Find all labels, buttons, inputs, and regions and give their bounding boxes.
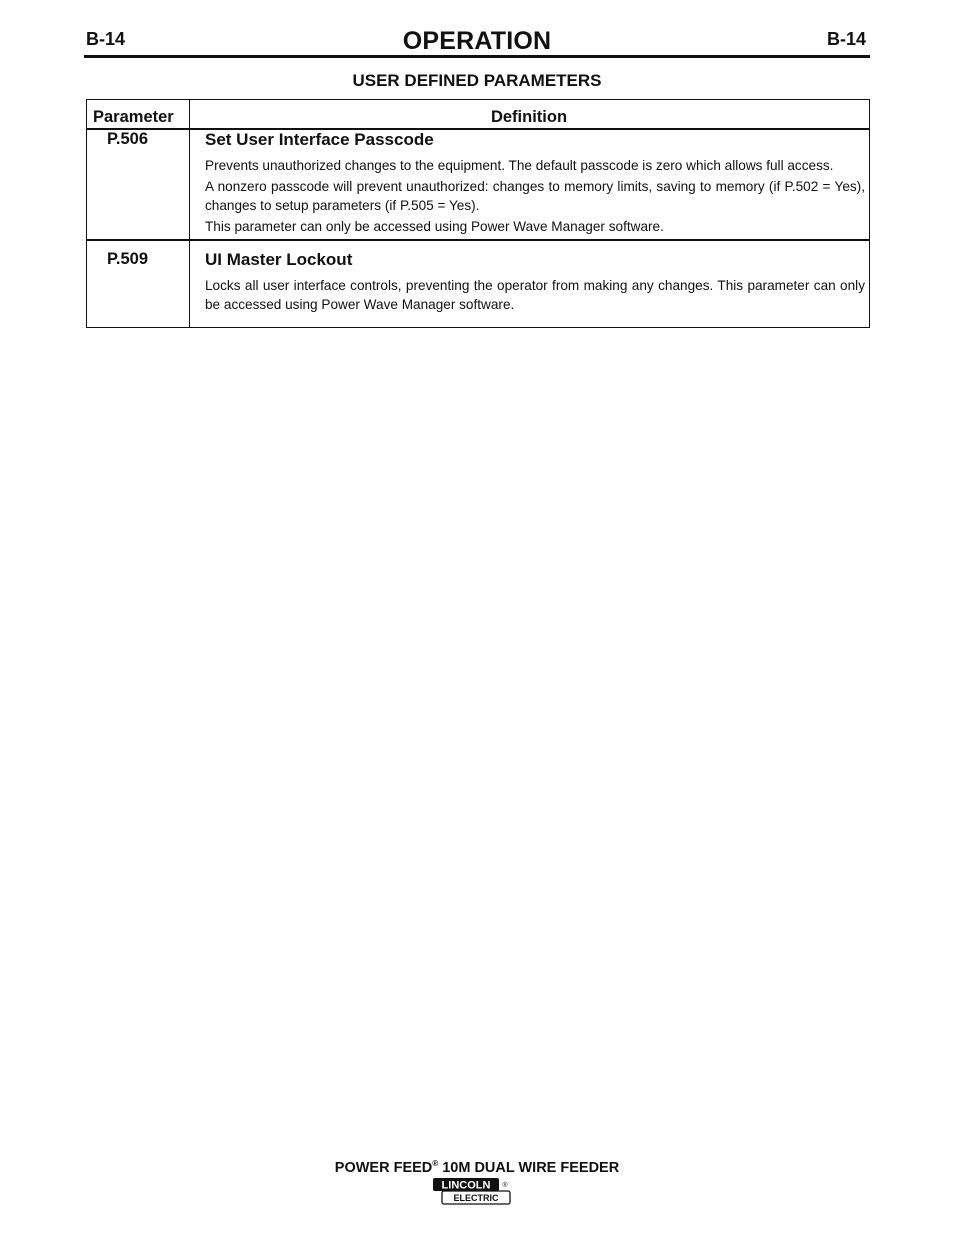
- definition-text: Locks all user interface controls, preventing the operator from making any changes. This parameter can only be accessed using Power Wave Manager software.: [205, 278, 865, 312]
- column-header-parameter: Parameter: [93, 108, 174, 126]
- section-title: OPERATION: [402, 27, 552, 55]
- definition-title: UI Master Lockout: [205, 250, 353, 269]
- column-divider: [189, 100, 190, 327]
- definition-title: Set User Interface Passcode: [205, 130, 434, 149]
- definition-text: This parameter can only be accessed using Power Wave Manager software.: [205, 219, 664, 234]
- header-rule: [84, 55, 870, 58]
- definition-text: A nonzero passcode will prevent unauthorized: changes to memory limits, saving to memory (if P.502 = Yes), changes to setup parameters (if P.505 = Yes).: [205, 179, 865, 213]
- subsection-title: USER DEFINED PARAMETERS: [352, 71, 602, 90]
- parameter-id: P.509: [107, 250, 148, 268]
- parameter-definition: [205, 250, 865, 316]
- lincoln-electric-logo: [432, 1177, 512, 1205]
- parameter-definition: [205, 130, 865, 238]
- parameter-id: P.506: [107, 130, 148, 148]
- page-number-right: B-14: [827, 29, 867, 49]
- column-header-definition: Definition: [490, 108, 568, 126]
- definition-text: Prevents unauthorized changes to the equipment. The default passcode is zero which allows full access.: [205, 158, 834, 173]
- parameter-table: [86, 99, 870, 328]
- row-divider: [87, 239, 869, 241]
- product-name: [0, 1159, 954, 1176]
- page-number-left: B-14: [86, 29, 126, 49]
- registered-mark: ®: [432, 1159, 439, 1168]
- logo-registered-mark: ®: [502, 1182, 508, 1189]
- product-name-suffix: 10M DUAL WIRE FEEDER: [438, 1160, 620, 1176]
- logo-top-text: LINCOLN: [441, 1179, 491, 1192]
- product-name-prefix: POWER FEED: [334, 1160, 433, 1176]
- logo-bottom-text: ELECTRIC: [453, 1193, 499, 1203]
